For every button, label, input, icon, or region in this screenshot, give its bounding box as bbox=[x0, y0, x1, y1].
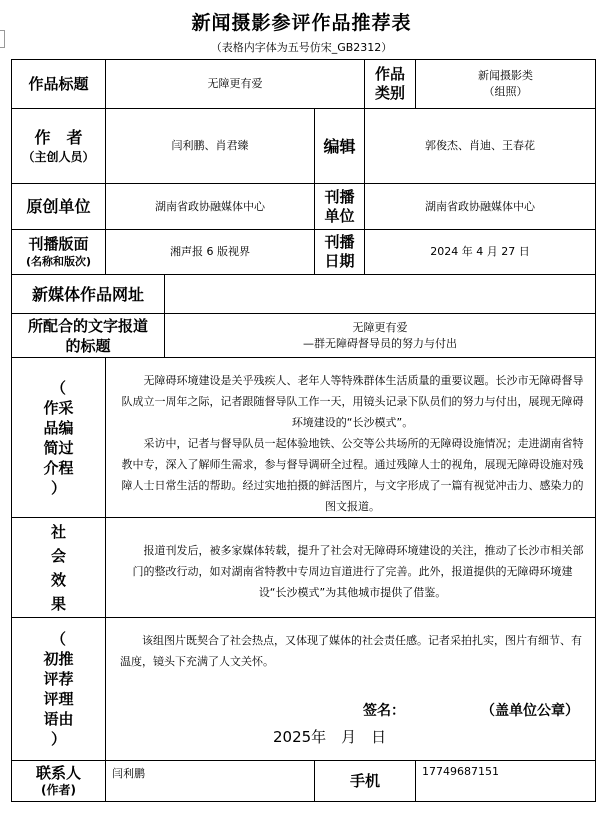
row-authors bbox=[12, 109, 596, 184]
label-new-media-url: 新媒体作品网址 bbox=[12, 275, 165, 314]
value-mobile: 17749687151 bbox=[416, 761, 596, 802]
label-remarks-char-4: 语由 bbox=[43, 710, 74, 728]
signature-label: 签名： bbox=[363, 703, 405, 719]
row-related-report bbox=[12, 314, 596, 358]
row-remarks bbox=[12, 618, 596, 761]
label-work-title: 作品标题 bbox=[12, 60, 106, 109]
label-publish-date bbox=[315, 230, 365, 275]
label-author-line1: 作 者 bbox=[34, 128, 83, 147]
label-remarks-char-5: ） bbox=[50, 730, 66, 748]
value-publish-page: 湘声报 6 版视界 bbox=[106, 230, 315, 275]
value-work-category bbox=[416, 60, 596, 109]
label-remarks-char-1: 初推 bbox=[43, 650, 74, 668]
value-publish-unit: 湖南省政协融媒体中心 bbox=[365, 184, 596, 230]
label-related-report bbox=[12, 314, 165, 358]
row-effect bbox=[12, 518, 596, 618]
value-remarks bbox=[106, 618, 596, 761]
label-intro-char-1: 作采 bbox=[43, 398, 74, 417]
row-contact bbox=[12, 761, 596, 802]
label-remarks bbox=[12, 618, 106, 761]
value-original-unit: 湖南省政协融媒体中心 bbox=[106, 184, 315, 230]
label-related-report-line1: 所配合的文字报道 bbox=[27, 316, 148, 335]
label-publish-unit bbox=[315, 184, 365, 230]
intro-paragraph-2: 采访中，记者与督导队员一起体验地铁、公交等公共场所的无障碍设施情况；走进湖南省特教中专，深入了解师生需求，参与督导调研全过程。通过残障人士的视角，展现无障碍设施对残障人士日常生活的帮助。经过实地拍摄的鲜活图片，与文字形成了一篇有视觉冲击力、感染力的图文报道。 bbox=[121, 437, 584, 513]
value-editors: 郭俊杰、肖迪、王春花 bbox=[365, 109, 596, 184]
label-effect-char-3: 果 bbox=[50, 594, 66, 613]
label-intro-char-5: ） bbox=[50, 478, 66, 497]
label-related-report-line2: 的标题 bbox=[65, 336, 111, 355]
value-category-line2: （组照） bbox=[483, 85, 528, 98]
label-publish-unit-line2: 单位 bbox=[324, 206, 355, 225]
label-remarks-char-2: 评荐 bbox=[43, 670, 74, 688]
label-contact bbox=[12, 761, 106, 802]
label-publish-page bbox=[12, 230, 106, 275]
form-subtitle: （表格内字体为五号仿宋_GB2312） bbox=[210, 41, 393, 54]
intro-paragraph-1: 无障碍环境建设是关乎残疾人、老年人等特殊群体生活质量的重要议题。长沙市无障碍督导队成立一周年之际，记者跟随督导队工作一天，用镜头记录下队员们的努力与付出，展现无障碍环境建设的“长沙模式”。 bbox=[121, 374, 584, 429]
value-publish-date: 2024 年 4 月 27 日 bbox=[365, 230, 596, 275]
value-contact: 闫利鹏 bbox=[106, 761, 315, 802]
label-effect-char-1: 会 bbox=[50, 546, 66, 565]
label-contact-line1: 联系人 bbox=[35, 764, 81, 782]
remarks-box bbox=[106, 618, 595, 760]
recommendation-form-table bbox=[11, 59, 596, 802]
label-effect bbox=[12, 518, 106, 618]
value-related-report bbox=[165, 314, 596, 358]
label-intro-char-3: 简过 bbox=[43, 438, 74, 457]
value-category-line1: 新闻摄影类 bbox=[478, 69, 534, 82]
label-publish-date-line2: 日期 bbox=[324, 252, 355, 270]
label-intro-char-0: （ bbox=[50, 378, 66, 397]
label-publish-page-line1: 刊播版面 bbox=[28, 234, 89, 253]
label-work-category-line2: 类别 bbox=[375, 84, 406, 102]
row-new-media-url bbox=[12, 275, 596, 314]
form-title: 新闻摄影参评作品推荐表 bbox=[191, 12, 412, 34]
label-author-line2: （主创人员） bbox=[22, 150, 95, 164]
row-work-title bbox=[12, 60, 596, 109]
label-author bbox=[12, 109, 106, 184]
label-effect-char-0: 社 bbox=[50, 522, 66, 541]
label-contact-line2: (作者) bbox=[41, 783, 76, 797]
label-intro-char-4: 介程 bbox=[43, 458, 74, 477]
label-publish-unit-line1: 刊播 bbox=[324, 187, 355, 206]
effect-paragraph-1: 报道刊发后，被多家媒体转载，提升了社会对无障碍环境建设的关注，推动了长沙市相关部门的整改行动，如对湖南省特教中专周边盲道进行了完善。此外，报道提供的无障碍环境建设“长沙模式”为其他城市提供了借鉴。 bbox=[132, 544, 584, 599]
label-remarks-char-3: 评理 bbox=[43, 690, 74, 708]
label-mobile: 手机 bbox=[315, 761, 416, 802]
value-work-title: 无障更有爱 bbox=[106, 60, 365, 109]
label-publish-date-line1: 刊播 bbox=[324, 233, 355, 251]
remarks-text bbox=[120, 630, 585, 672]
label-intro bbox=[12, 358, 106, 518]
signature-date: 2025年 月 日 bbox=[273, 728, 387, 746]
row-publish bbox=[12, 230, 596, 275]
related-report-line1: 无障更有爱 bbox=[352, 320, 408, 334]
label-original-unit: 原创单位 bbox=[12, 184, 106, 230]
label-intro-char-2: 品编 bbox=[43, 418, 74, 437]
value-effect bbox=[106, 518, 596, 618]
value-intro bbox=[106, 358, 596, 518]
label-effect-char-2: 效 bbox=[50, 570, 66, 589]
remarks-paragraph-1: 该组图片既契合了社会热点，又体现了媒体的社会责任感。记者采拍扎实，图片有细节、有温度，镜头下充满了人文关怀。 bbox=[120, 634, 582, 668]
row-intro bbox=[12, 358, 596, 518]
label-work-category bbox=[365, 60, 416, 109]
label-work-category-line1: 作品 bbox=[375, 65, 406, 83]
related-report-line2: —群无障碍督导员的努力与付出 bbox=[303, 336, 458, 350]
label-publish-page-line2: (名称和版次) bbox=[25, 254, 92, 268]
value-new-media-url[interactable] bbox=[165, 275, 596, 314]
label-remarks-char-0: （ bbox=[50, 630, 66, 648]
value-authors: 闫利鹏、肖君臻 bbox=[106, 109, 315, 184]
stamp-label: （盖单位公章） bbox=[481, 703, 579, 719]
label-editor: 编辑 bbox=[315, 109, 365, 184]
row-units bbox=[12, 184, 596, 230]
